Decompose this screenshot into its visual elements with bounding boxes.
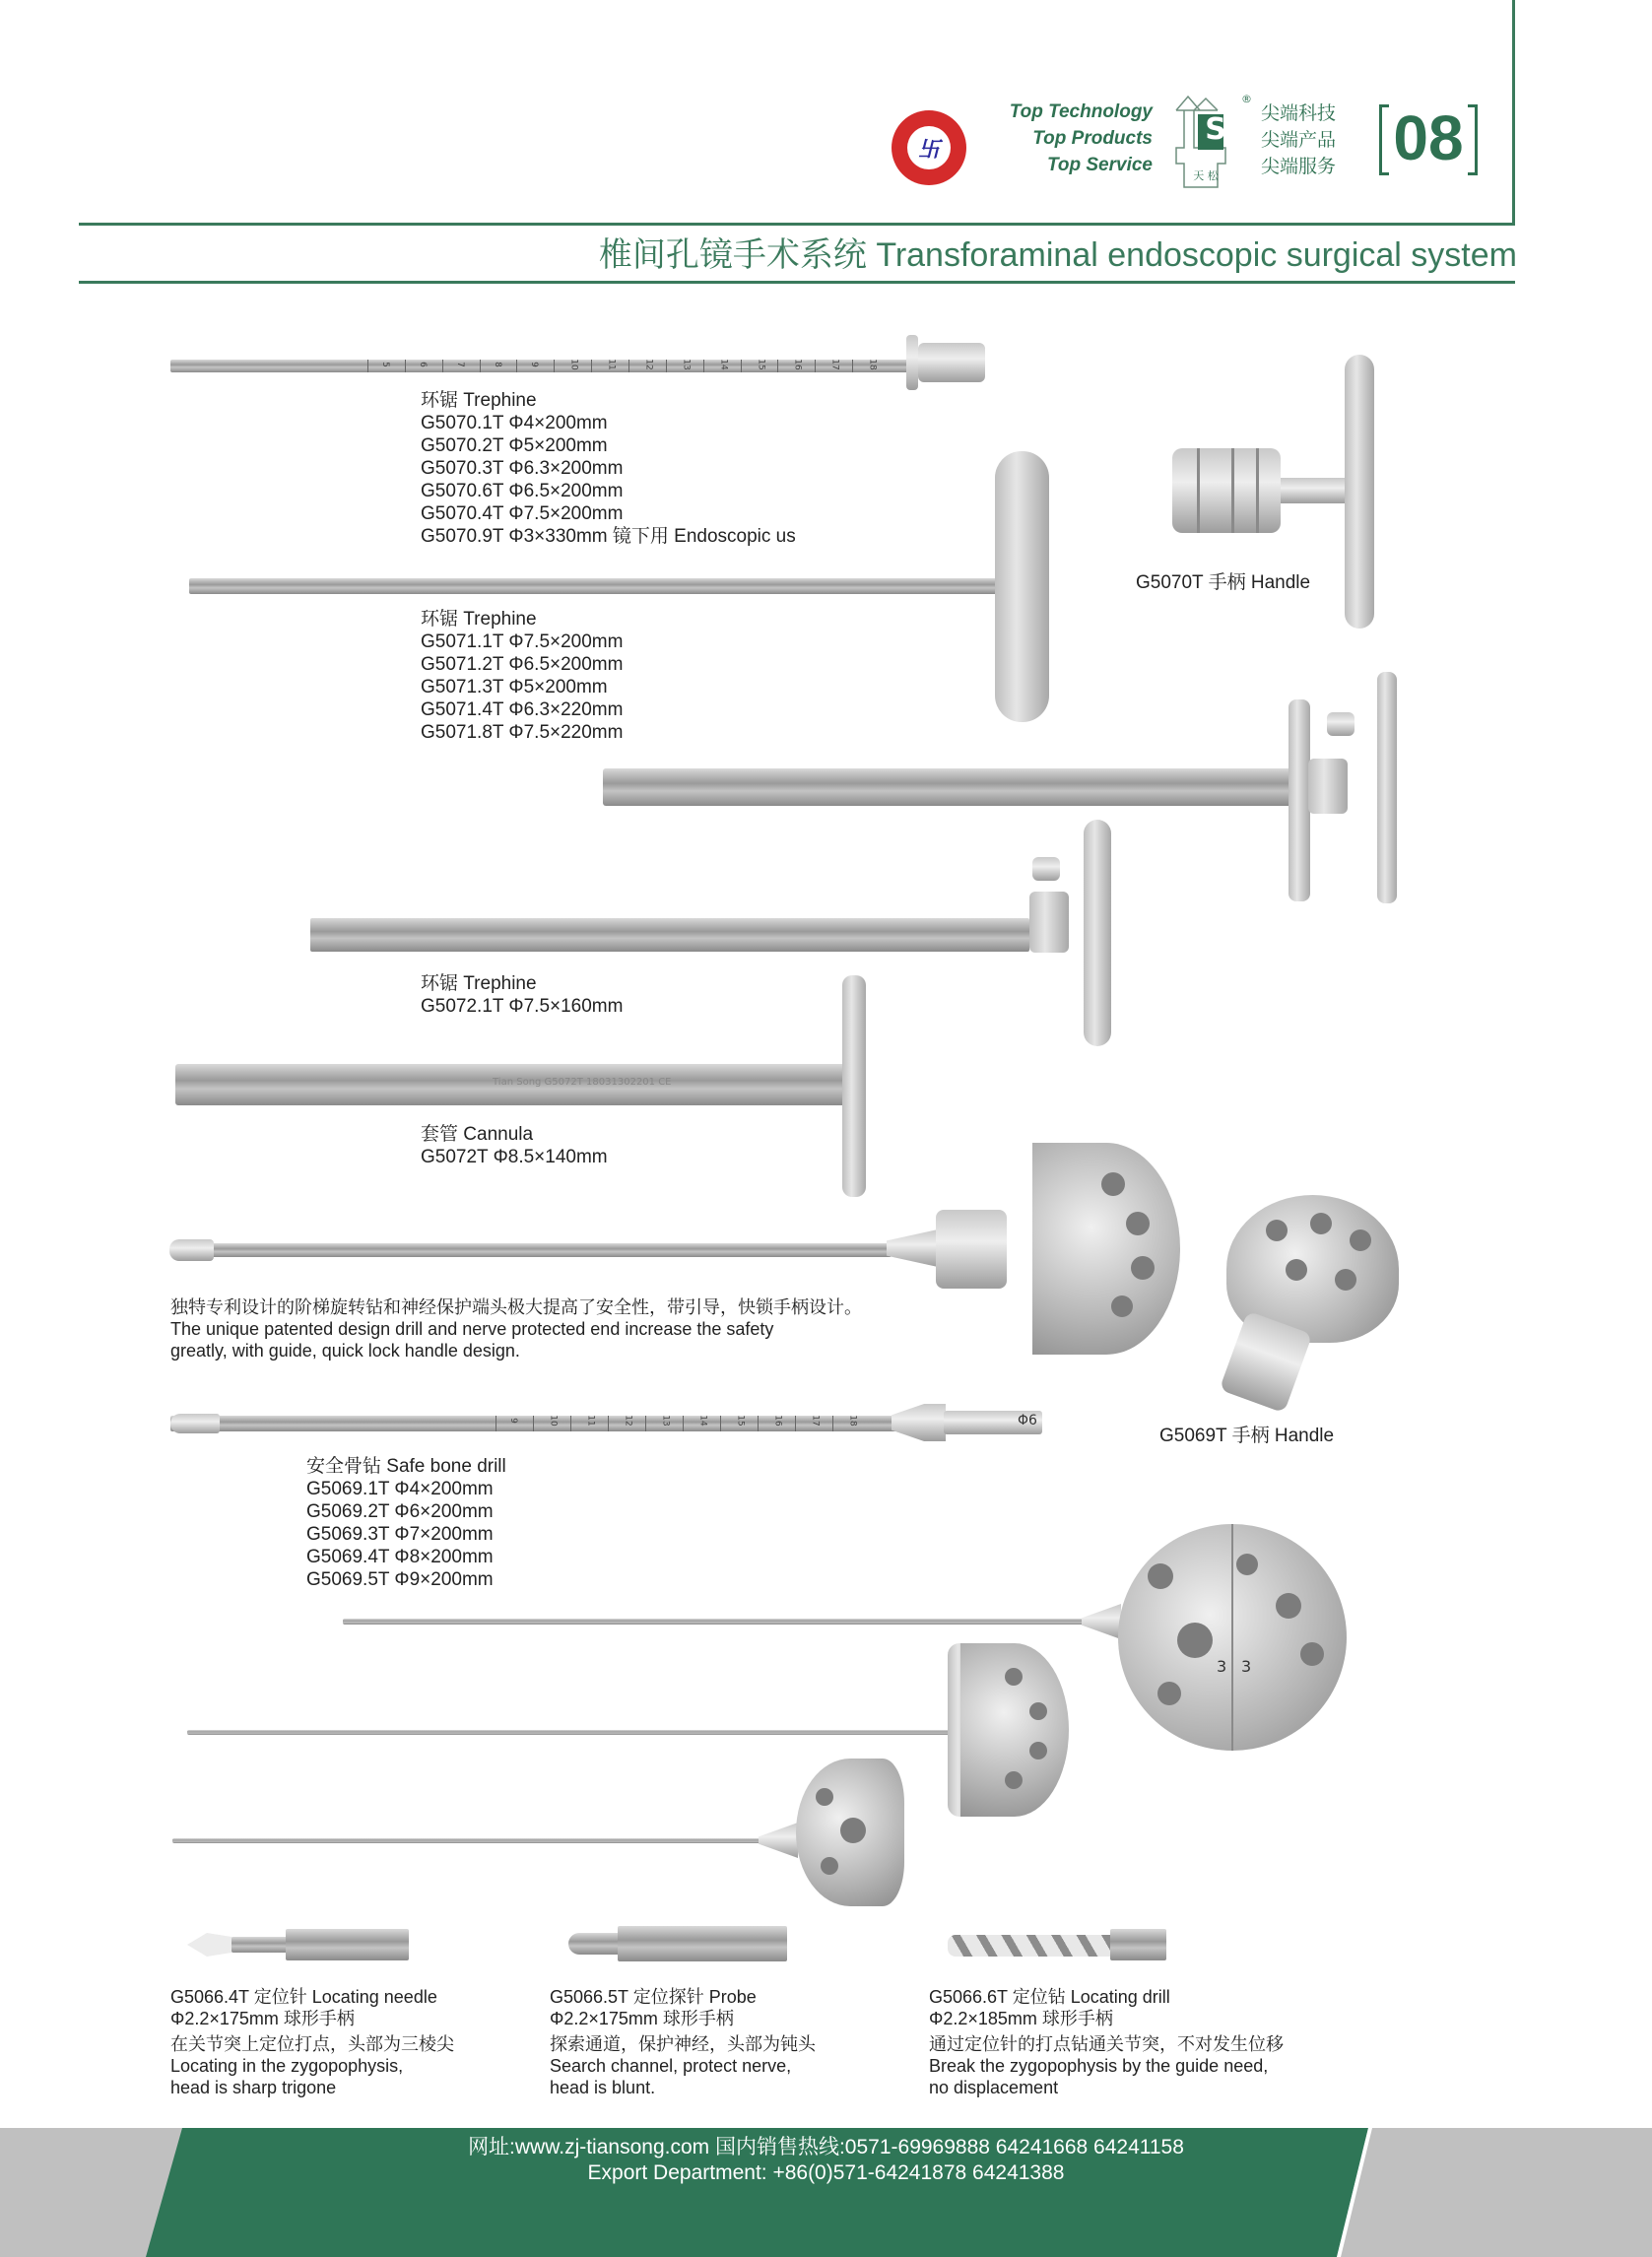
product-desc-cn: 通过定位针的打点钻通关节突，不对发生位移 — [929, 2034, 1284, 2054]
product-spec: G5071.1T Φ7.5×200mm — [421, 631, 624, 652]
feature-en-1: The unique patented design drill and nerve protected end increase the safety — [170, 1319, 774, 1339]
drill-cone — [887, 1229, 938, 1267]
ball-handle-large — [1118, 1524, 1347, 1751]
slogan-line: Top Products — [1032, 128, 1153, 149]
handle-g5070t-image — [1172, 448, 1290, 533]
scale-tick — [645, 1416, 646, 1431]
slogan-en — [980, 99, 1153, 178]
product-desc-en: head is sharp trigone — [170, 2078, 337, 2097]
header-divider-top — [79, 223, 1515, 226]
scale-tick — [795, 1416, 796, 1431]
cannula-info — [421, 1123, 608, 1168]
depth-scale — [367, 360, 890, 372]
bracket-right — [1475, 104, 1478, 175]
china-top-brand-badge-icon — [892, 110, 966, 185]
product-desc-en: no displacement — [929, 2078, 1059, 2097]
product-spec: Φ2.2×175mm 球形手柄 — [170, 2009, 355, 2028]
handle-g5070t-label: G5070T 手柄 Handle — [1136, 572, 1311, 593]
page-title: 椎间孔镜手术系统 Transforaminal endoscopic surgical system — [598, 236, 1517, 274]
scale-label: 6 — [417, 362, 428, 367]
product-spec: Φ2.2×175mm 球形手柄 — [550, 2009, 734, 2028]
product-spec: G5071.2T Φ6.5×200mm — [421, 654, 624, 675]
trephine-g5072-collar — [1029, 892, 1069, 953]
slogan-cn — [1261, 100, 1352, 180]
product-title: G5066.4T 定位针 Locating needle — [170, 1987, 437, 2007]
product-spec: G5069.5T Φ9×200mm — [306, 1569, 494, 1590]
product-spec: G5071.4T Φ6.3×220mm — [421, 699, 624, 720]
feature-en-2: greatly, with guide, quick lock handle design. — [170, 1341, 520, 1361]
handle-g5070t-shaft — [1281, 478, 1355, 503]
scale-tick — [628, 360, 629, 372]
product-desc-en: Search channel, protect nerve, — [550, 2056, 792, 2076]
drill-bit-tip — [169, 1239, 214, 1261]
trephine-g5071-image — [189, 578, 1007, 594]
slogan-cn-line: 尖端服务 — [1261, 156, 1337, 177]
half-ball-handle-needle — [796, 1759, 904, 1906]
product-name: 安全骨钻 Safe bone drill — [306, 1456, 506, 1477]
product-spec: G5069.2T Φ6×200mm — [306, 1501, 494, 1522]
probe-shaft — [187, 1730, 965, 1735]
product-title: G5066.5T 定位探针 Probe — [550, 1987, 757, 2007]
scale-label: 9 — [507, 1418, 518, 1424]
header-frame-line — [1512, 0, 1515, 225]
scale-label: 11 — [606, 359, 617, 370]
scale-tick — [815, 360, 816, 372]
product-name: 环锯 Trephine — [421, 390, 537, 411]
scale-label: 14 — [697, 1415, 708, 1427]
g5069t-handle-dome — [1032, 1143, 1180, 1355]
drill-feature-description — [170, 1296, 862, 1361]
scale-label: 15 — [735, 1415, 746, 1427]
thumb-screw-icon — [1327, 712, 1355, 736]
scale-label: 16 — [772, 1415, 783, 1427]
feature-cn: 独特专利设计的阶梯旋转钻和神经保护端头极大提高了安全性，带引导，快锁手柄设计。 — [170, 1297, 862, 1317]
scale-label: 17 — [810, 1415, 821, 1427]
stepped-drill-image — [172, 1243, 892, 1257]
product-spec: G5070.2T Φ5×200mm — [421, 435, 608, 456]
product-desc-en: head is blunt. — [550, 2078, 656, 2097]
ball-handle-marking: 3 — [1217, 1657, 1227, 1676]
product-spec: G5069.3T Φ7×200mm — [306, 1524, 494, 1545]
badge-emblem: 卐 — [907, 126, 951, 169]
probe-info — [550, 1986, 816, 2098]
slogan-line: Top Technology — [1009, 101, 1153, 122]
scale-label: 10 — [548, 1415, 559, 1427]
product-spec: G5071.8T Φ7.5×220mm — [421, 722, 624, 743]
scale-tick — [777, 360, 778, 372]
scale-label: 9 — [529, 362, 540, 367]
locating-drill-shaft — [343, 1619, 1087, 1625]
footer-contact-export: Export Department: +86(0)571-64241878 64241388 — [587, 2161, 1065, 2184]
product-spec: G5070.3T Φ6.3×200mm — [421, 458, 624, 479]
scale-label: 11 — [585, 1415, 596, 1427]
product-desc-cn: 在关节突上定位打点，头部为三棱尖 — [170, 2034, 454, 2054]
trephine-g5072-image — [310, 918, 1029, 952]
safe-bone-drill-image — [170, 1416, 899, 1431]
handle-g5069t-label: G5069T 手柄 Handle — [1159, 1426, 1335, 1446]
slogan-cn-line: 尖端科技 — [1261, 102, 1337, 124]
trephine-g5070-image — [170, 360, 909, 372]
scale-tick — [608, 1416, 609, 1431]
product-spec: G5069.1T Φ4×200mm — [306, 1479, 494, 1499]
needle-neck — [759, 1823, 798, 1858]
trephine-g5070-hub — [918, 343, 985, 382]
drill-size-marking: Φ6 — [1018, 1413, 1037, 1428]
product-desc-en: Locating in the zygopophysis, — [170, 2056, 404, 2076]
trephine-g5072-info — [421, 972, 623, 1018]
probe-tip-image — [568, 1926, 787, 1961]
scale-label: 16 — [793, 359, 804, 370]
trephine-g5072-handle — [1084, 820, 1111, 1046]
footer-contact-domestic: 网址:www.zj-tiansong.com 国内销售热线:0571-69969888 64241668 64241158 — [468, 2136, 1184, 2158]
scale-tick — [405, 360, 406, 372]
scale-tick — [570, 1416, 571, 1431]
scale-tick — [666, 360, 667, 372]
cannula-handle — [842, 975, 866, 1197]
scale-label: 18 — [867, 359, 878, 370]
scale-tick — [741, 360, 742, 372]
title-underline — [79, 281, 1515, 284]
scale-tick — [758, 1416, 759, 1431]
safe-bone-drill-info — [306, 1455, 506, 1591]
product-desc-cn: 探索通道，保护神经，头部为钝头 — [550, 2034, 816, 2054]
page-number: 08 — [1393, 102, 1464, 173]
scale-tick — [852, 360, 853, 372]
logo-chinese-name: 天 松 — [1193, 169, 1219, 182]
logo-letter: S — [1205, 112, 1226, 147]
trephine-g5071-info — [421, 608, 623, 744]
scale-label: 18 — [847, 1415, 858, 1427]
scale-label: 15 — [756, 359, 766, 370]
scale-tick — [683, 1416, 684, 1431]
trephine-large-collar — [1308, 759, 1348, 814]
scale-label: 10 — [568, 359, 579, 370]
locating-drill-neck — [1082, 1604, 1121, 1639]
scale-tick — [591, 360, 592, 372]
scale-tick — [720, 1416, 721, 1431]
trephine-large-stop-plate — [1289, 699, 1310, 901]
locating-needle-tip-image — [187, 1929, 409, 1960]
scale-tick — [442, 360, 443, 372]
depth-scale — [496, 1416, 870, 1431]
safe-bone-drill-cone — [892, 1404, 946, 1441]
scale-tick — [533, 1416, 534, 1431]
registered-mark: ® — [1241, 93, 1252, 105]
scale-label: 8 — [492, 362, 502, 367]
product-spec: G5070.1T Φ4×200mm — [421, 413, 608, 433]
scale-label: 5 — [379, 362, 390, 367]
locating-needle-info — [170, 1986, 454, 2098]
drill-quick-lock-collar — [936, 1210, 1007, 1289]
scale-tick — [703, 360, 704, 372]
cannula-engraving: Tian Song G5072T 18031302201 CE — [493, 1077, 672, 1088]
product-spec: G5071.3T Φ5×200mm — [421, 677, 608, 697]
handle-g5070t-grip — [1345, 355, 1374, 629]
scale-tick — [516, 360, 517, 372]
ball-handle-marking: 3 — [1241, 1657, 1252, 1676]
product-spec: G5070.4T Φ7.5×200mm — [421, 503, 624, 524]
scale-label: 12 — [623, 1415, 633, 1427]
trephine-g5071-t-handle — [995, 451, 1049, 722]
scale-tick — [367, 360, 368, 372]
scale-label: 14 — [718, 359, 729, 370]
scale-tick — [480, 360, 481, 372]
product-spec: G5072.1T Φ7.5×160mm — [421, 996, 624, 1017]
scale-label: 17 — [829, 359, 840, 370]
needle-shaft — [172, 1838, 763, 1843]
trephine-g5070-flange — [906, 335, 918, 390]
product-spec: G5072T Φ8.5×140mm — [421, 1147, 608, 1167]
product-title: G5066.6T 定位钻 Locating drill — [929, 1987, 1170, 2007]
half-ball-handle-probe — [960, 1643, 1069, 1817]
locating-drill-tip-image — [948, 1929, 1166, 1960]
product-name: 环锯 Trephine — [421, 609, 537, 630]
thumb-screw-icon — [1032, 857, 1060, 881]
product-name: 环锯 Trephine — [421, 973, 537, 994]
locating-drill-info — [929, 1986, 1284, 2098]
trephine-g5070-info — [421, 389, 796, 548]
product-name: 套管 Cannula — [421, 1124, 534, 1145]
product-spec: G5070.6T Φ6.5×200mm — [421, 481, 624, 501]
scale-tick — [554, 360, 555, 372]
slogan-cn-line: 尖端产品 — [1261, 129, 1337, 151]
scale-label: 13 — [660, 1415, 671, 1427]
scale-label: 12 — [643, 359, 654, 370]
product-spec: G5069.4T Φ8×200mm — [306, 1547, 494, 1567]
product-spec: Φ2.2×185mm 球形手柄 — [929, 2009, 1113, 2028]
trephine-large-shaft — [603, 768, 1297, 806]
slogan-line: Top Service — [1046, 155, 1153, 175]
scale-tick — [832, 1416, 833, 1431]
product-desc-en: Break the zygopophysis by the guide need, — [929, 2056, 1269, 2076]
scale-label: 7 — [454, 362, 465, 367]
trephine-large-handle-plate — [1377, 672, 1397, 903]
product-spec: G5070.9T Φ3×330mm 镜下用 Endoscopic us — [421, 526, 796, 547]
scale-label: 13 — [681, 359, 692, 370]
